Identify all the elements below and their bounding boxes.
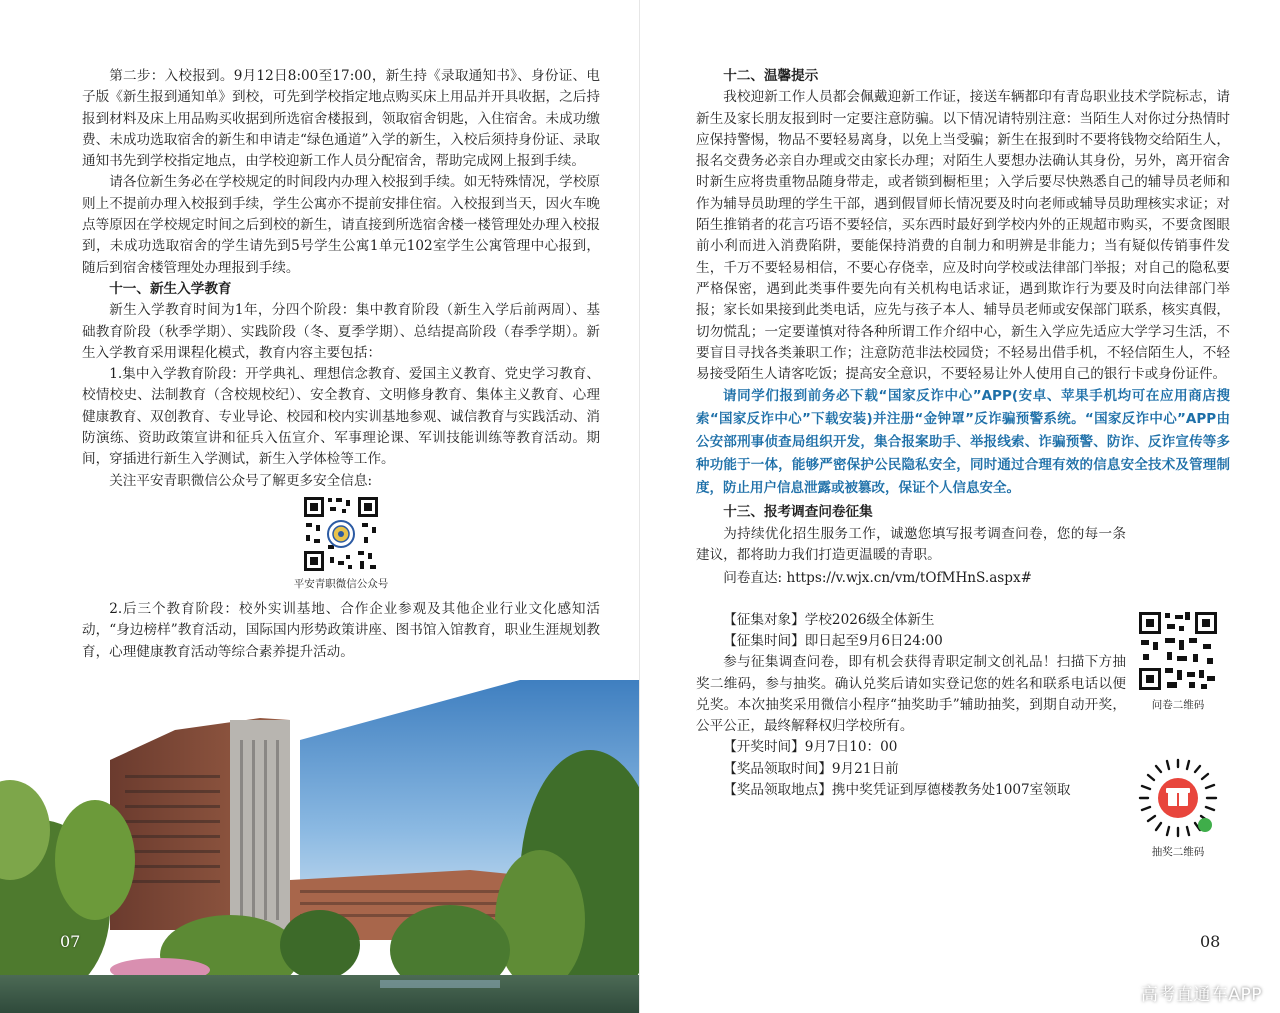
claim-place: 【奖品领取地点】携中奖凭证到厚德楼教务处1007室领取 — [723, 782, 1071, 799]
left-page-number: 07 — [60, 932, 81, 951]
follow-wechat-text: 关注平安青职微信公众号了解更多安全信息: — [109, 472, 373, 489]
lottery-mini-program-code[interactable] — [1137, 757, 1219, 839]
lottery-qr-caption: 抽奖二维码 — [1151, 846, 1205, 858]
section-11-item-1: 1.集中入学教育阶段：开学典礼、理想信念教育、爱国主义教育、党史学习教育、校情校史、法制教育（含校规校纪）、安全教育、文明修身教育、集体主义教育、心理健康教育、双创教育、专业导论、校园和校内实训基地参观、诚信教育与实践活动、消防演练、资助政策宣讲和征兵入伍宣介、军事理论课、军训技能训练等教育活动。期间，穿插进行新生入学测试，新生入学体检等工作。 — [82, 366, 600, 468]
survey-link[interactable]: 问卷直达: https://v.wjx.cn/vm/tOfMHnS.aspx# — [723, 570, 1033, 587]
section-11-title: 十一、新生入学教育 — [109, 280, 232, 297]
survey-qr-block — [1130, 610, 1226, 712]
app-watermark: 高考直通车APP — [1140, 985, 1262, 1005]
wechat-qr-code[interactable] — [302, 495, 380, 573]
campus-photo — [0, 680, 640, 1013]
lottery-qr-block — [1130, 757, 1226, 859]
section-11-intro: 新生入学教育时间为1年，分四个阶段：集中教育阶段（新生入学后前两周）、基础教育阶段（秋季学期）、实践阶段（冬、夏季学期）、总结提高阶段（春季学期）。新生入学教育采用课程化模式，教育内容主要包括： — [82, 302, 600, 361]
prize-info: 参与征集调查问卷，即有机会获得青职定制文创礼品！扫描下方抽奖二维码，参与抽奖。确认兑奖后请如实登记您的姓名和联系电话以便兑奖。本次抽奖采用微信小程序“抽奖助手”辅助抽奖，到期自动开奖，公平公正，最终解释权归学校所有。 — [696, 654, 1126, 735]
survey-qr-caption: 问卷二维码 — [1151, 699, 1205, 711]
survey-qr-code[interactable] — [1137, 610, 1219, 692]
step2-paragraph: 第二步：入校报到。9月12日8:00至17:00，新生持《录取通知书》、身份证、电子版《新生报到通知单》到校，可先到学校指定地点购买床上用品并开具收据，之后持报到材料及床上用品购买收据到所选宿舍楼报到，领取宿舍钥匙，入住宿舍。未成功缴费、未成功选取宿舍的新生和申请走“绿色通道”入学的新生，入校后须持身份证、录取通知书先到学校指定地点，由学校迎新工作人员分配宿舍，帮助完成网上报到手续。 — [82, 68, 600, 170]
claim-time: 【奖品领取时间】9月21日前 — [723, 760, 899, 777]
survey-target: 【征集对象】学校2026级全体新生 — [723, 611, 935, 628]
anti-fraud-highlight: 请同学们报到前务必下载“国家反诈中心”APP(安卓、苹果手机均可在应用商店搜索“国家反诈中心”下载安装)并注册“金钟罩”反诈骗预警系统。“国家反诈中心”APP由公安部刑事侦查局组织开发，集合报案助手、举报线索、诈骗预警、防诈、反诈宣传等多种功能于一体，能够严密保护公民隐私安全，同时通过合理有效的信息安全技术及管理制度，防止用户信息泄露或被篡改，保证个人信息安全。 — [696, 388, 1230, 497]
section-13-title: 十三、报考调查问卷征集 — [723, 504, 873, 521]
survey-text-block — [696, 524, 1126, 802]
survey-period: 【征集时间】即日起至9月6日24:00 — [723, 632, 943, 649]
section-11-item-2: 2.后三个教育阶段：校外实训基地、合作企业参观及其他企业行业文化感知活动，“身边榜样”教育活动，国际国内形势政策讲座、图书馆入馆教育，职业生涯规划教育，心理健康教育活动等综合素养提升活动。 — [82, 600, 600, 660]
wechat-qr-block — [82, 495, 600, 591]
note-paragraph: 请各位新生务必在学校规定的时间段内办理入校报到手续。如无特殊情况，学校原则上不提前办理入校报到手续，学生公寓亦不提前安排住宿。入校报到当天，因火车晚点等原因在学校规定时间之后到校的新生，请直接到所选宿舍楼一楼管理处办理入校报到，未成功选取宿舍的学生请先到5号学生公寓1单元102室学生公寓管理中心报到，随后到宿舍楼管理处办理报到手续。 — [82, 174, 600, 276]
wechat-qr-caption: 平安青职微信公众号 — [293, 577, 389, 590]
section-13-intro: 为持续优化招生服务工作，诚邀您填写报考调查问卷，您的每一条建议，都将助力我们打造更温暖的青职。 — [696, 525, 1126, 564]
right-page — [640, 0, 1280, 1013]
section-12-body: 我校迎新工作人员都会佩戴迎新工作证，接送车辆都印有青岛职业技术学院标志，请新生及家长朋友报到时一定要注意防骗。以下情况请特别注意：当陌生人对你过分热情时应保持警惕，物品不要轻易离身，以免上当受骗；新生在报到时不要将钱物交给陌生人，报名交费务必亲自办理或交由家长办理；对陌生人要想办法确认其身份，另外，离开宿舍时新生应将贵重物品随身带走，或者锁到橱柜里；入学后要尽快熟悉自己的辅导员老师和作为辅导员助理的学生干部，遇到假冒师长情况要及时向老师或辅导员助理核实求证；对陌生推销者的花言巧语不要轻信，买东西时最好到学校内外的正规超市购买，不要贪图眼前小利而进入消费陷阱，要能保持消费的自制力和明辨是非能力；当有疑似传销事件发生，千万不要轻易相信，不要心存侥幸，应及时向学校或法律部门举报；对自己的隐私要严格保密，遇到此类事件要先向有关机构电话求证，遇到欺诈行为要及时向法律部门举报；家长如果接到此类电话，应先与孩子本人、辅导员老师或安保部门联系，核实真假，切勿慌乱；一定要谨慎对待各种所谓工作介绍中心，新生入学应先适应大学学习生活，不要盲目寻找各类兼职工作；注意防范非法校园贷；不轻易出借手机，不轻信陌生人，不轻易接受陌生人请客吃饭；提高安全意识，不要轻易让外人使用自己的银行卡或身份证件。 — [696, 89, 1230, 383]
left-text-column — [82, 66, 600, 663]
draw-time: 【开奖时间】9月7日10：00 — [723, 739, 898, 756]
right-page-number: 08 — [1200, 932, 1221, 951]
section-12-title: 十二、温馨提示 — [723, 68, 819, 84]
